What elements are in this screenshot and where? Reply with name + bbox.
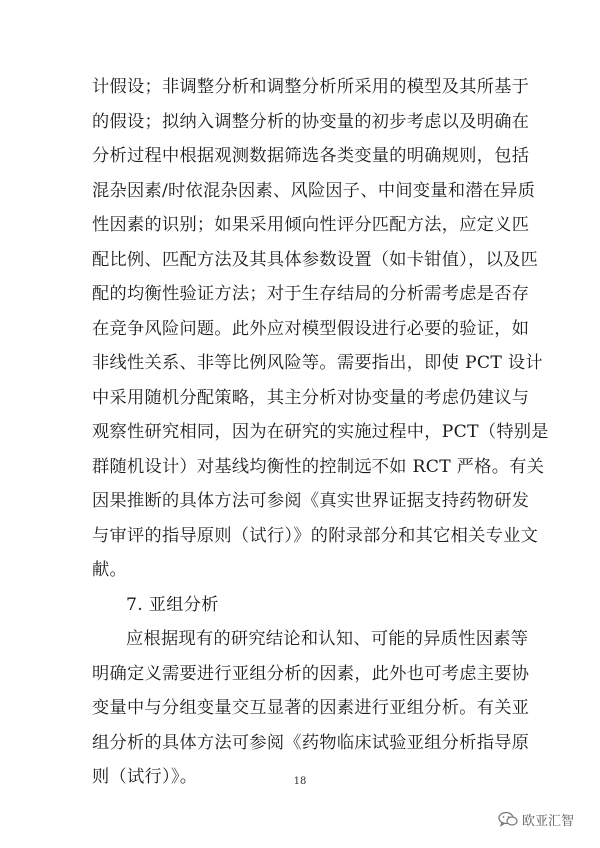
paragraph-line: 性因素的识别；如果采用倾向性评分匹配方法，应定义匹 bbox=[92, 215, 530, 235]
wechat-icon bbox=[498, 811, 518, 827]
section-paragraph-line: 变量中与分组变量交互显著的因素进行亚组分析。有关亚 bbox=[92, 698, 530, 718]
paragraph-line: 分析过程中根据观测数据筛选各类变量的明确规则，包括 bbox=[92, 146, 530, 166]
section-paragraph-line: 组分析的具体方法可参阅《药物临床试验亚组分析指导原 bbox=[92, 732, 530, 753]
paragraph-line: 计假设；非调整分析和调整分析所采用的模型及其所基于 bbox=[92, 77, 530, 97]
section-paragraph-line: 应根据现有的研究结论和认知、可能的异质性因素等 bbox=[126, 629, 529, 649]
paragraph-line: 因果推断的具体方法可参阅《真实世界证据支持药物研发 bbox=[92, 491, 530, 511]
paragraph-line: 在竞争风险问题。此外应对模型假设进行必要的验证，如 bbox=[92, 318, 530, 339]
paragraph-line: 的假设；拟纳入调整分析的协变量的初步考虑以及明确在 bbox=[92, 111, 530, 132]
section-heading: 7. 亚组分析 bbox=[126, 594, 219, 615]
page-number: 18 bbox=[293, 776, 307, 787]
paragraph-line: 中采用随机分配策略，其主分析对协变量的考虑仍建议与 bbox=[92, 387, 530, 408]
section-paragraph-line: 则（试行）》。 bbox=[92, 767, 198, 787]
section-paragraph-line: 明确定义需要进行亚组分析的因素，此外也可考虑主要协 bbox=[92, 663, 530, 684]
paragraph-line: 与审评的指导原则（试行）》的附录部分和其它相关专业文 bbox=[92, 525, 539, 546]
watermark bbox=[498, 808, 574, 830]
paragraph-line: 观察性研究相同，因为在研究的实施过程中，PCT（特别是 bbox=[92, 422, 549, 442]
paragraph-line: 献。 bbox=[92, 560, 127, 580]
watermark-text: 欧亚汇智 bbox=[521, 813, 574, 829]
paragraph-line: 配比例、匹配方法及其具体参数设置（如卡钳值），以及匹 bbox=[92, 249, 539, 270]
paragraph-line: 非线性关系、非等比例风险等。需要指出，即使 PCT 设计 bbox=[92, 353, 543, 373]
paragraph-line: 群随机设计）对基线均衡性的控制远不如 RCT 严格。有关 bbox=[92, 456, 545, 477]
body-text bbox=[92, 70, 549, 795]
paragraph-line: 混杂因素/时依混杂因素、风险因子、中间变量和潜在异质 bbox=[92, 180, 536, 201]
paragraph-line: 配的均衡性验证方法；对于生存结局的分析需考虑是否存 bbox=[92, 284, 530, 304]
